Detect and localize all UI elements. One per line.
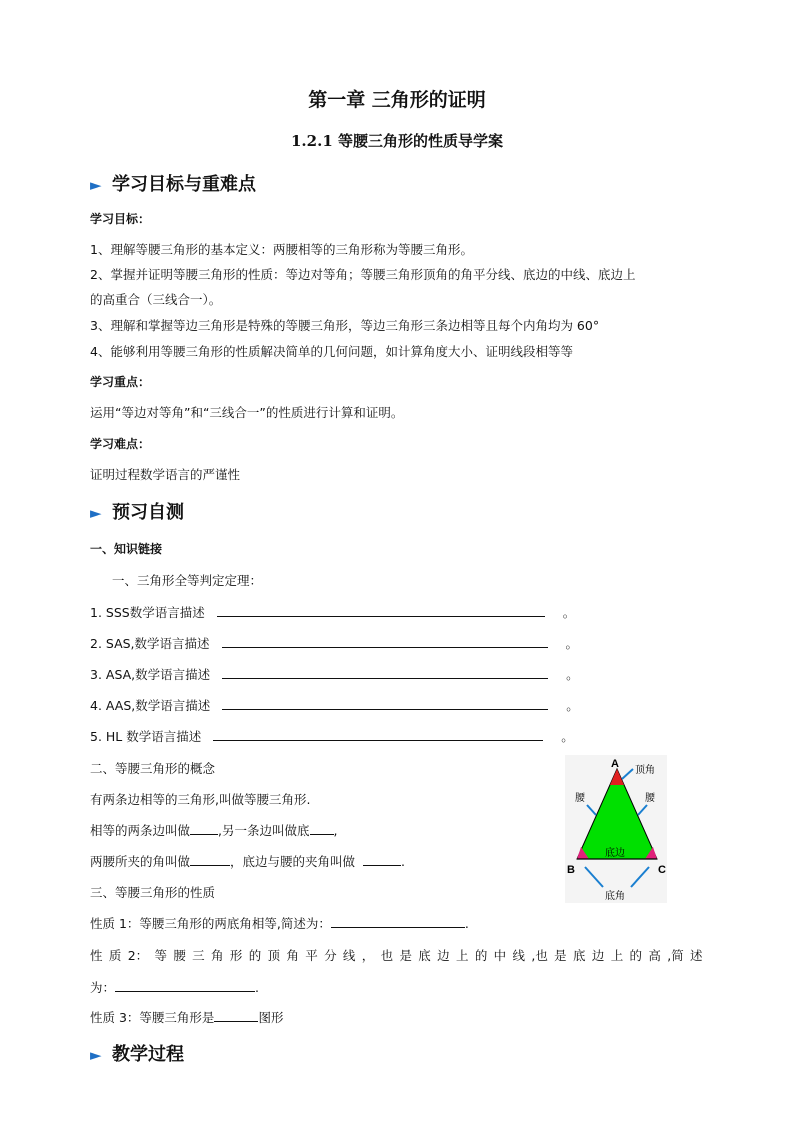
property-2-glyph: 边 [437, 948, 450, 963]
property-2-glyph: 2： [127, 948, 149, 963]
property-2-glyph: 是 [399, 948, 412, 963]
property-2-glyph: 分 [324, 948, 337, 963]
property-2-glyph: 上 [610, 948, 624, 963]
theorem-line: 5. HL 数学语言描述 。 [90, 729, 574, 744]
property-2-glyph: 三 [192, 948, 205, 963]
apex-angle-label: 顶角 [635, 765, 655, 776]
difficulty-text: 证明过程数学语言的严谨性 [90, 467, 241, 482]
concept-line-legs: 相等的两条边叫做 ,另一条边叫做底 , [90, 823, 338, 838]
difficulty-label: 学习难点： [90, 437, 151, 451]
answer-blank[interactable] [331, 915, 465, 928]
section-heading-goals: ► 学习目标与重难点 [90, 174, 256, 195]
property-2-glyph: 角 [286, 948, 299, 963]
key-text: 运用“等边对等角”和“三线合一”的性质进行计算和证明。 [90, 405, 404, 420]
vertex-b-label: B [567, 864, 575, 876]
property-2-glyph: 上 [455, 948, 469, 963]
answer-blank[interactable] [222, 635, 548, 648]
property-2-glyph: 平 [305, 948, 318, 963]
theorem-line: 4. AAS,数学语言描述 。 [90, 698, 579, 713]
concept-definition: 有两条边相等的三角形,叫做等腰三角形. [90, 792, 311, 807]
isosceles-triangle-diagram [565, 755, 667, 903]
property-2-glyph: 线 [512, 948, 526, 963]
concept-line-angles: 两腰所夹的角叫做 ，底边与腰的夹角叫做 . [90, 854, 406, 869]
property-2-glyph: 的 [248, 948, 262, 963]
answer-blank[interactable] [222, 697, 548, 710]
goal-item: 3、理解和掌握等边三角形是特殊的等腰三角形，等边三角形三条边相等且每个内角均为 60° [90, 318, 600, 333]
property-2-glyph: ,简 [667, 948, 684, 963]
property-2-glyph: 的 [629, 948, 643, 963]
property-2-glyph: 边 [591, 948, 605, 963]
vertex-c-label: C [658, 864, 666, 876]
theorem-line: 3. ASA,数学语言描述 。 [90, 667, 579, 682]
property-2-glyph: 质 [108, 948, 122, 963]
theorem-line: 1. SSS数学语言描述 。 [90, 605, 576, 620]
property-2-continued: 为： . [90, 980, 259, 995]
property-3: 性质 3：等腰三角形是 图形 [90, 1010, 284, 1025]
vertex-a-label: A [611, 758, 619, 770]
property-2-glyph: 角 [211, 948, 224, 963]
property-2-glyph: 底 [418, 948, 431, 963]
chapter-title: 第一章 三角形的证明 [308, 89, 486, 111]
property-2-glyph: 腰 [173, 948, 186, 963]
knowledge-link-label: 一、知识链接 [90, 542, 163, 556]
goals-label: 学习目标： [90, 212, 151, 226]
property-2-glyph: 形 [229, 948, 243, 963]
property-2-glyph: 顶 [267, 948, 281, 963]
property-2-glyph: 高 [648, 948, 661, 963]
key-label: 学习重点： [90, 375, 151, 389]
goal-item: 1、理解等腰三角形的基本定义：两腰相等的三角形称为等腰三角形。 [90, 242, 473, 257]
answer-blank[interactable] [222, 666, 548, 679]
concept-heading: 二、等腰三角形的概念 [90, 761, 216, 776]
theorem-line: 2. SAS,数学语言描述 。 [90, 636, 579, 651]
property-2-glyph: 述 [690, 948, 703, 963]
answer-blank[interactable] [217, 604, 545, 617]
property-2-glyph: ,也 [531, 948, 548, 963]
congruence-intro: 一、三角形全等判定定理： [112, 573, 263, 588]
triangle-bullet-icon: ► [90, 176, 102, 194]
base-label: 底边 [605, 848, 625, 859]
property-2-glyph: 中 [493, 948, 507, 963]
property-2-glyph: 底 [573, 948, 586, 963]
base-angle-label: 底角 [605, 891, 625, 902]
answer-blank[interactable] [190, 822, 218, 835]
answer-blank[interactable] [214, 1009, 258, 1022]
section-heading-process: ► 教学过程 [90, 1044, 184, 1065]
goal-item: 4、能够利用等腰三角形的性质解决简单的几何问题，如计算角度大小、证明线段相等等 [90, 344, 573, 359]
property-2-glyph: 等 [154, 948, 167, 963]
goal-item: 的高重合（三线合一）。 [90, 292, 222, 307]
lesson-title: 1.2.1 等腰三角形的性质导学案 [291, 132, 503, 150]
goal-item: 2、掌握并证明等腰三角形的性质：等边对等角；等腰三角形顶角的角平分线、底边的中线、底边上 [90, 267, 636, 282]
triangle-bullet-icon: ► [90, 1046, 102, 1064]
property-2-glyph: ， [361, 948, 375, 963]
property-1: 性质 1：等腰三角形的两底角相等,简述为： . [90, 916, 469, 931]
property-2 [90, 946, 703, 964]
answer-blank[interactable] [213, 728, 543, 741]
property-2-glyph: 也 [380, 948, 394, 963]
property-2-glyph: 是 [554, 948, 567, 963]
section-heading-preview: ► 预习自测 [90, 502, 184, 523]
answer-blank[interactable] [115, 979, 255, 992]
property-heading: 三、等腰三角形的性质 [90, 885, 216, 900]
answer-blank[interactable] [363, 853, 401, 866]
left-leg-label: 腰 [575, 793, 585, 804]
property-2-glyph: 性 [90, 948, 103, 963]
triangle-bullet-icon: ► [90, 504, 102, 522]
answer-blank[interactable] [190, 853, 230, 866]
answer-blank[interactable] [310, 822, 334, 835]
right-leg-label: 腰 [645, 793, 655, 804]
property-2-glyph: 线 [342, 948, 356, 963]
property-2-glyph: 的 [474, 948, 488, 963]
